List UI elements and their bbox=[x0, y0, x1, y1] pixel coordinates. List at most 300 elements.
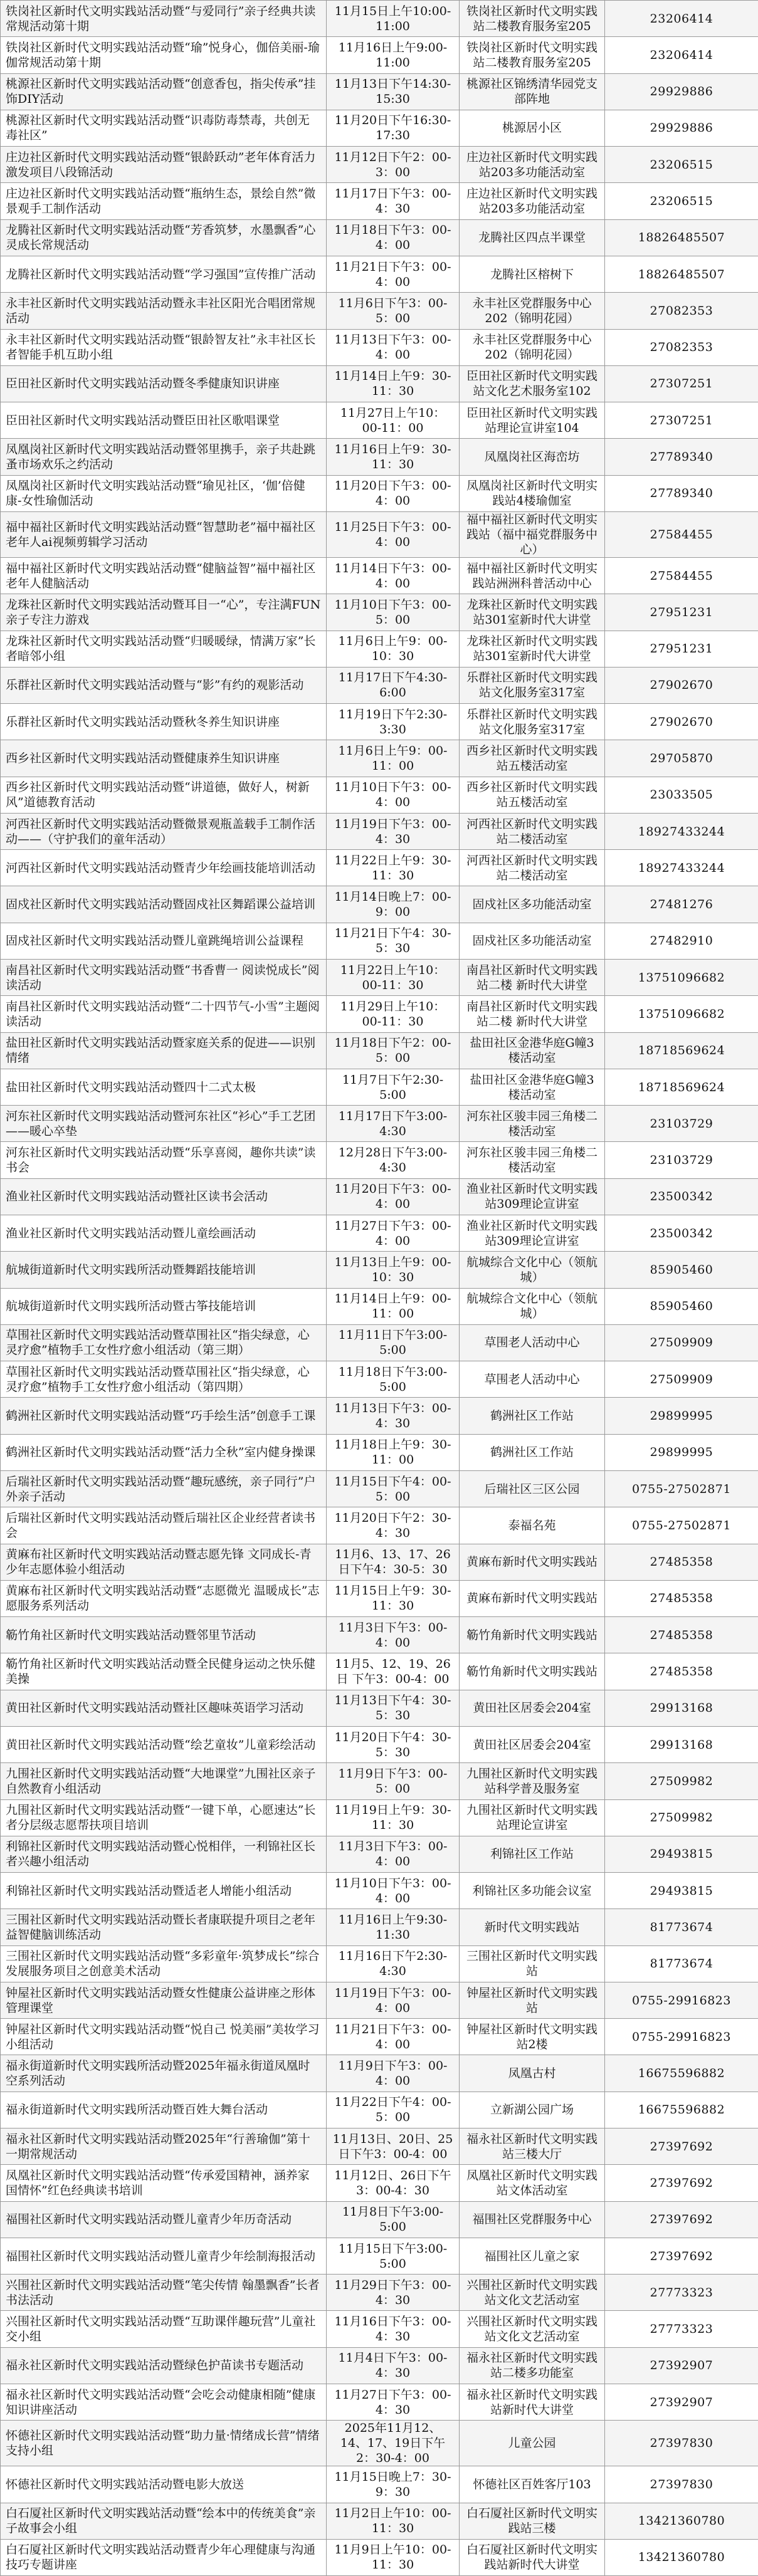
table-row bbox=[1, 1470, 758, 1507]
event-place-cell: 怀德社区百姓客厅103 bbox=[460, 2466, 605, 2503]
event-place-cell: 桃源社区锦绣清华园党支部阵地 bbox=[460, 73, 605, 110]
contact-phone-cell: 13421360780 bbox=[605, 2503, 758, 2539]
table-row bbox=[1, 1398, 758, 1434]
event-place-cell: 铁岗社区新时代文明实践站二楼教育服务室205 bbox=[460, 37, 605, 73]
table-row bbox=[1, 1252, 758, 1288]
table-row bbox=[1, 365, 758, 402]
table-row bbox=[1, 1032, 758, 1069]
table-row bbox=[1, 2275, 758, 2311]
contact-phone-cell: 29493815 bbox=[605, 1836, 758, 1872]
event-time-cell: 11月18日下午3:00-5:00 bbox=[327, 1361, 460, 1398]
event-name-cell: 西乡社区新时代文明实践站活动暨健康养生知识讲座 bbox=[1, 740, 327, 777]
contact-phone-cell: 29493815 bbox=[605, 1873, 758, 1909]
contact-phone-cell: 27584455 bbox=[605, 557, 758, 594]
event-name-cell: 龙腾社区新时代文明实践站活动暨“学习强国”宣传推广活动 bbox=[1, 256, 327, 292]
event-name-cell: 福永社区新时代文明实践站活动暨“会吃会动健康相随”健康知识讲座活动 bbox=[1, 2384, 327, 2421]
contact-phone-cell: 29705870 bbox=[605, 740, 758, 777]
event-place-cell: 龙腾社区榕树下 bbox=[460, 256, 605, 292]
contact-phone-cell: 13421360780 bbox=[605, 2539, 758, 2575]
event-name-cell: 南昌社区新时代文明实践站活动暨“二十四节气-小雪”主题阅读活动 bbox=[1, 996, 327, 1032]
contact-phone-cell: 23500342 bbox=[605, 1178, 758, 1215]
event-time-cell: 11月27日下午3：00-4：30 bbox=[327, 2384, 460, 2421]
contact-phone-cell: 29913168 bbox=[605, 1726, 758, 1762]
event-name-cell: 三围社区新时代文明实践站活动暨长者康联提升项目之老年益智健脑训练活动 bbox=[1, 1909, 327, 1945]
table-row bbox=[1, 2421, 758, 2466]
table-row bbox=[1, 631, 758, 667]
event-time-cell: 11月16日下午2:30-4:30 bbox=[327, 1945, 460, 1982]
contact-phone-cell: 27307251 bbox=[605, 365, 758, 402]
contact-phone-cell: 16675596882 bbox=[605, 2092, 758, 2128]
table-row bbox=[1, 219, 758, 256]
table-row bbox=[1, 1726, 758, 1762]
event-place-cell: 龙腾社区四点半课堂 bbox=[460, 219, 605, 256]
event-name-cell: 庄边社区新时代文明实践站活动暨“银龄跃动”老年体育活力激发项目八段锦活动 bbox=[1, 147, 327, 183]
contact-phone-cell: 27773323 bbox=[605, 2275, 758, 2311]
event-name-cell: 怀德社区新时代文明实践站活动暨电影大放送 bbox=[1, 2466, 327, 2503]
event-place-cell: 立新湖公园广场 bbox=[460, 2092, 605, 2128]
contact-phone-cell: 27397692 bbox=[605, 2201, 758, 2238]
event-time-cell: 11月27日下午3：00-4：00 bbox=[327, 1215, 460, 1252]
table-row bbox=[1, 740, 758, 777]
contact-phone-cell: 18718569624 bbox=[605, 1032, 758, 1069]
event-place-cell: 兴围社区新时代文明实践站文化文艺活动室 bbox=[460, 2275, 605, 2311]
table-row bbox=[1, 2238, 758, 2274]
event-time-cell: 11月21日下午3：00-4：00 bbox=[327, 2019, 460, 2055]
event-place-cell: 盐田社区金港华庭G幢3楼活动室 bbox=[460, 1032, 605, 1069]
event-time-cell: 11月9日上午10：00-11：30 bbox=[327, 2539, 460, 2575]
event-name-cell: 盐田社区新时代文明实践站活动暨四十二式太极 bbox=[1, 1069, 327, 1105]
event-place-cell: 利锦社区工作站 bbox=[460, 1836, 605, 1872]
event-name-cell: 西乡社区新时代文明实践站活动暨“讲道德，做好人，树新风”道德教育活动 bbox=[1, 777, 327, 813]
event-place-cell: 凤凰岗社区新时代文明实践站4楼瑜伽室 bbox=[460, 475, 605, 511]
event-time-cell: 11月14日上午9：30-11：30 bbox=[327, 365, 460, 402]
event-place-cell: 草围老人活动中心 bbox=[460, 1324, 605, 1361]
contact-phone-cell: 18927433244 bbox=[605, 850, 758, 886]
table-row bbox=[1, 2055, 758, 2092]
event-place-cell: 永丰社区党群服务中心202（锦明花园） bbox=[460, 293, 605, 329]
event-place-cell: 南昌社区新时代文明实践站二楼 新时代大讲堂 bbox=[460, 960, 605, 996]
table-row bbox=[1, 1799, 758, 1836]
contact-phone-cell: 0755-27502871 bbox=[605, 1470, 758, 1507]
event-time-cell: 11月12日下午2：00-3：00 bbox=[327, 147, 460, 183]
contact-phone-cell: 27082353 bbox=[605, 293, 758, 329]
table-row bbox=[1, 1580, 758, 1616]
contact-phone-cell: 27789340 bbox=[605, 475, 758, 511]
event-place-cell: 渔业社区新时代文明实践站309理论宣讲室 bbox=[460, 1215, 605, 1252]
event-name-cell: 南昌社区新时代文明实践站活动暨“书香曹一 阅读悦成长”阅读活动 bbox=[1, 960, 327, 996]
event-time-cell: 11月14日上午9：00-11：00 bbox=[327, 1288, 460, 1324]
event-time-cell: 11月6日上午9：00-10：30 bbox=[327, 631, 460, 667]
event-name-cell: 凤凰岗社区新时代文明实践站活动暨邻里携手，亲子共赴跳蚤市场欢乐之约活动 bbox=[1, 439, 327, 475]
event-time-cell: 11月13日下午3：00-4：30 bbox=[327, 1398, 460, 1434]
event-place-cell: 河东社区骏丰园三角楼二楼活动室 bbox=[460, 1106, 605, 1142]
event-place-cell: 九围社区新时代文明实践站理论宣讲室 bbox=[460, 1799, 605, 1836]
event-time-cell: 11月10日下午3：00-4：00 bbox=[327, 777, 460, 813]
event-name-cell: 福围社区新时代文明实践站活动暨儿童青少年历奇活动 bbox=[1, 2201, 327, 2238]
event-time-cell: 11月11日下午3:00-5:00 bbox=[327, 1324, 460, 1361]
event-time-cell: 11月9日下午3：00-5：00 bbox=[327, 1763, 460, 1799]
contact-phone-cell: 23103729 bbox=[605, 1106, 758, 1142]
table-row bbox=[1, 923, 758, 959]
event-name-cell: 渔业社区新时代文明实践站活动暨儿童绘画活动 bbox=[1, 1215, 327, 1252]
contact-phone-cell: 18718569624 bbox=[605, 1069, 758, 1105]
event-name-cell: 福中福社区新时代文明实践站活动暨“健脑益智”福中福社区老年人健脑活动 bbox=[1, 557, 327, 594]
event-name-cell: 凤凰岗社区新时代文明实践站活动暨“瑜见社区，‘伽’倍健康-女性瑜伽活动 bbox=[1, 475, 327, 511]
contact-phone-cell: 0755-29916823 bbox=[605, 2019, 758, 2055]
event-time-cell: 11月21日下午3：00-4：00 bbox=[327, 256, 460, 292]
event-name-cell: 鹤洲社区新时代文明实践站活动暨“活力全秋”室内健身操课 bbox=[1, 1434, 327, 1470]
event-time-cell: 11月12日、26日下午3：00-4：30 bbox=[327, 2165, 460, 2201]
event-time-cell: 11月9日下午3：00-4：00 bbox=[327, 2055, 460, 2092]
event-time-cell: 11月7日下午2:30-5:00 bbox=[327, 1069, 460, 1105]
event-place-cell: 凤凰古村 bbox=[460, 2055, 605, 2092]
contact-phone-cell: 27485358 bbox=[605, 1653, 758, 1690]
event-time-cell: 11月17日下午3:00-4:30 bbox=[327, 1106, 460, 1142]
event-name-cell: 桃源社区新时代文明实践站活动暨“创意香包，指尖传承”挂饰DIY活动 bbox=[1, 73, 327, 110]
event-time-cell: 11月4日下午3：00-4：30 bbox=[327, 2347, 460, 2384]
event-name-cell: 草围社区新时代文明实践站活动暨草围社区“指尖绿意，心灵疗愈”植物手工女性疗愈小组活动（第四期） bbox=[1, 1361, 327, 1398]
contact-phone-cell: 81773674 bbox=[605, 1945, 758, 1982]
event-place-cell: 白石厦社区新时代文明实践站新时代大讲堂 bbox=[460, 2539, 605, 2575]
event-time-cell: 11月19日下午2:30-3:30 bbox=[327, 704, 460, 740]
event-time-cell: 11月17日下午4:30-6:00 bbox=[327, 667, 460, 703]
event-time-cell: 11月3日下午3：00-4：00 bbox=[327, 1617, 460, 1653]
table-row bbox=[1, 293, 758, 329]
event-place-cell: 三围社区新时代文明实践站 bbox=[460, 1945, 605, 1982]
event-name-cell: 桃源社区新时代文明实践站活动暨“识毒防毒禁毒，共创无毒社区” bbox=[1, 110, 327, 146]
event-name-cell: 龙珠社区新时代文明实践站活动暨“归暖暖绿，情满万家”长者暗邻小组 bbox=[1, 631, 327, 667]
event-name-cell: 永丰社区新时代文明实践站活动暨“银龄智友社”永丰社区长者智能手机互助小组 bbox=[1, 329, 327, 365]
event-time-cell: 11月14日下午3：00-4：00 bbox=[327, 557, 460, 594]
contact-phone-cell: 23206515 bbox=[605, 147, 758, 183]
event-place-cell: 臣田社区新时代文明实践站理论宣讲室104 bbox=[460, 402, 605, 439]
event-name-cell: 簕竹角社区新时代文明实践站活动暨全民健身运动之快乐健美操 bbox=[1, 1653, 327, 1690]
event-name-cell: 凤凰社区新时代文明实践站活动暨“传承爱国精神，涵养家国情怀”红色经典读书培训 bbox=[1, 2165, 327, 2201]
table-row bbox=[1, 2466, 758, 2503]
event-name-cell: 铁岗社区新时代文明实践站活动暨“瑜”悦身心，伽倍美丽-瑜伽常规活动第十期 bbox=[1, 37, 327, 73]
event-name-cell: 固戍社区新时代文明实践站活动暨固戍社区舞蹈课公益培训 bbox=[1, 886, 327, 923]
event-name-cell: 河东社区新时代文明实践站活动暨“乐享喜阅，趣你共读”读书会 bbox=[1, 1142, 327, 1178]
table-row bbox=[1, 1324, 758, 1361]
table-row bbox=[1, 1142, 758, 1178]
event-time-cell: 11月16日下午3：00-4：30 bbox=[327, 2311, 460, 2347]
table-row bbox=[1, 1, 758, 37]
event-place-cell: 龙珠社区新时代文明实践站301室新时代大讲堂 bbox=[460, 594, 605, 631]
event-place-cell: 草围老人活动中心 bbox=[460, 1361, 605, 1398]
table-row bbox=[1, 1507, 758, 1544]
contact-phone-cell: 29899995 bbox=[605, 1434, 758, 1470]
event-time-cell: 11月15日下午4：00-5：00 bbox=[327, 1470, 460, 1507]
contact-phone-cell: 29929886 bbox=[605, 110, 758, 146]
table-row bbox=[1, 2019, 758, 2055]
event-name-cell: 簕竹角社区新时代文明实践站活动暨邻里节活动 bbox=[1, 1617, 327, 1653]
event-name-cell: 河东社区新时代文明实践站活动暨河东社区“衫心”手工艺团——暖心卒垫 bbox=[1, 1106, 327, 1142]
table-row bbox=[1, 667, 758, 703]
event-time-cell: 11月13日下午4：30-5：30 bbox=[327, 1690, 460, 1726]
event-place-cell: 盐田社区金港华庭G幢3楼活动室 bbox=[460, 1069, 605, 1105]
event-name-cell: 钟屋社区新时代文明实践站活动暨女性健康公益讲座之形体管理课堂 bbox=[1, 1982, 327, 2018]
table-row bbox=[1, 2311, 758, 2347]
contact-phone-cell: 27773323 bbox=[605, 2311, 758, 2347]
event-time-cell: 11月16日上午9:00-11:00 bbox=[327, 37, 460, 73]
event-place-cell: 凤凰社区新时代文明实践站文体活动室 bbox=[460, 2165, 605, 2201]
event-time-cell: 11月13日、20日、25日下午3：00-4：00 bbox=[327, 2128, 460, 2165]
contact-phone-cell: 23206414 bbox=[605, 37, 758, 73]
table-row bbox=[1, 402, 758, 439]
event-name-cell: 九围社区新时代文明实践站活动暨“一键下单，心愿速达”长者分层级志愿帮扶项目培训 bbox=[1, 1799, 327, 1836]
event-time-cell: 11月16日上午9：30-11：30 bbox=[327, 439, 460, 475]
table-row bbox=[1, 1434, 758, 1470]
contact-phone-cell: 18826485507 bbox=[605, 219, 758, 256]
table-row bbox=[1, 1763, 758, 1799]
table-row bbox=[1, 996, 758, 1032]
event-place-cell: 福中福社区新时代文明实践站（福中福党群服务中心） bbox=[460, 511, 605, 557]
contact-phone-cell: 27481276 bbox=[605, 886, 758, 923]
event-name-cell: 兴围社区新时代文明实践站活动暨“互助课伴趣玩营”儿童社交小组 bbox=[1, 2311, 327, 2347]
event-place-cell: 河东社区骏丰园三角楼二楼活动室 bbox=[460, 1142, 605, 1178]
event-time-cell: 11月5、12、19、26日 下午3：00-4：00 bbox=[327, 1653, 460, 1690]
contact-phone-cell: 27509982 bbox=[605, 1799, 758, 1836]
table-row bbox=[1, 557, 758, 594]
table-row bbox=[1, 850, 758, 886]
event-time-cell: 11月20日下午16:30-17:30 bbox=[327, 110, 460, 146]
contact-phone-cell: 81773674 bbox=[605, 1909, 758, 1945]
event-name-cell: 龙腾社区新时代文明实践站活动暨“芳香筑梦，水墨飘香”心灵成长常规活动 bbox=[1, 219, 327, 256]
contact-phone-cell: 27397692 bbox=[605, 2165, 758, 2201]
table-row bbox=[1, 1544, 758, 1580]
event-name-cell: 福中福社区新时代文明实践站活动暨“智慧助老”福中福社区老年人ai视频剪辑学习活动 bbox=[1, 511, 327, 557]
event-name-cell: 黄麻布社区新时代文明实践站活动暨志愿先锋 文同成长-青少年志愿体验小组活动 bbox=[1, 1544, 327, 1580]
contact-phone-cell: 27902670 bbox=[605, 704, 758, 740]
event-place-cell: 福永社区新时代文明实践站新时代大讲堂 bbox=[460, 2384, 605, 2421]
event-name-cell: 鹤洲社区新时代文明实践站活动暨“巧手绘生活”创意手工课 bbox=[1, 1398, 327, 1434]
table-row bbox=[1, 1617, 758, 1653]
event-place-cell: 西乡社区新时代文明实践站五楼活动室 bbox=[460, 740, 605, 777]
contact-phone-cell: 18826485507 bbox=[605, 256, 758, 292]
event-place-cell: 后瑞社区三区公园 bbox=[460, 1470, 605, 1507]
event-time-cell: 11月10日下午3：00-4：00 bbox=[327, 1873, 460, 1909]
event-name-cell: 怀德社区新时代文明实践站活动暨“助力量·情绪成长营”情绪支持小组 bbox=[1, 2421, 327, 2466]
event-place-cell: 臣田社区新时代文明实践站文化艺术服务室102 bbox=[460, 365, 605, 402]
event-name-cell: 庄边社区新时代文明实践站活动暨“瓶纳生态，景绘自然”微景观手工制作活动 bbox=[1, 183, 327, 219]
contact-phone-cell: 27392907 bbox=[605, 2384, 758, 2421]
event-name-cell: 永丰社区新时代文明实践站活动暨永丰社区阳光合唱团常规活动 bbox=[1, 293, 327, 329]
event-place-cell: 永丰社区党群服务中心202（锦明花园） bbox=[460, 329, 605, 365]
event-place-cell: 乐群社区新时代文明实践站文化服务室317室 bbox=[460, 704, 605, 740]
contact-phone-cell: 23103729 bbox=[605, 1142, 758, 1178]
event-time-cell: 11月20日下午3：00-4：00 bbox=[327, 1178, 460, 1215]
event-place-cell: 黄田社区居委会204室 bbox=[460, 1690, 605, 1726]
event-name-cell: 渔业社区新时代文明实践站活动暨社区读书会活动 bbox=[1, 1178, 327, 1215]
table-row bbox=[1, 1361, 758, 1398]
event-place-cell: 南昌社区新时代文明实践站二楼 新时代大讲堂 bbox=[460, 996, 605, 1032]
event-time-cell: 11月6、13、17、26日下午4：30-5：30 bbox=[327, 1544, 460, 1580]
contact-phone-cell: 27951231 bbox=[605, 594, 758, 631]
event-time-cell: 11月19日下午3：00-4：00 bbox=[327, 1982, 460, 2018]
table-row bbox=[1, 960, 758, 996]
contact-phone-cell: 18927433244 bbox=[605, 813, 758, 849]
contact-phone-cell: 85905460 bbox=[605, 1288, 758, 1324]
event-time-cell: 11月8日下午3:00-5:00 bbox=[327, 2201, 460, 2238]
event-place-cell: 固戍社区多功能活动室 bbox=[460, 923, 605, 959]
event-time-cell: 11月13日上午9：00-10：30 bbox=[327, 1252, 460, 1288]
event-time-cell: 11月15日下午3:00-5:00 bbox=[327, 2238, 460, 2274]
event-place-cell: 新时代文明实践站 bbox=[460, 1909, 605, 1945]
contact-phone-cell: 27307251 bbox=[605, 402, 758, 439]
table-row bbox=[1, 511, 758, 557]
contact-phone-cell: 27584455 bbox=[605, 511, 758, 557]
event-place-cell: 河西社区新时代文明实践站二楼活动室 bbox=[460, 850, 605, 886]
event-name-cell: 黄田社区新时代文明实践站活动暨“绘艺童妆”儿童彩绘活动 bbox=[1, 1726, 327, 1762]
table-row bbox=[1, 2201, 758, 2238]
table-row bbox=[1, 1836, 758, 1872]
event-place-cell: 福围社区党群服务中心 bbox=[460, 2201, 605, 2238]
table-row bbox=[1, 1909, 758, 1945]
event-place-cell: 福围社区儿童之家 bbox=[460, 2238, 605, 2274]
event-name-cell: 三围社区新时代文明实践站活动暨“多彩童年·筑梦成长”综合发展服务项目之创意美术活动 bbox=[1, 1945, 327, 1982]
contact-phone-cell: 27397692 bbox=[605, 2128, 758, 2165]
contact-phone-cell: 29913168 bbox=[605, 1690, 758, 1726]
event-time-cell: 11月13日下午3：00-4：00 bbox=[327, 329, 460, 365]
event-name-cell: 九围社区新时代文明实践站活动暨“大地课堂”九围社区亲子自然教育小组活动 bbox=[1, 1763, 327, 1799]
event-place-cell: 渔业社区新时代文明实践站309理论宣讲室 bbox=[460, 1178, 605, 1215]
table-row bbox=[1, 1690, 758, 1726]
contact-phone-cell: 27509982 bbox=[605, 1763, 758, 1799]
event-place-cell: 龙珠社区新时代文明实践站301室新时代大讲堂 bbox=[460, 631, 605, 667]
event-name-cell: 白石厦社区新时代文明实践站活动暨青少年心理健康与沟通技巧专题讲座 bbox=[1, 2539, 327, 2575]
event-time-cell: 11月19日上午9：30-11：30 bbox=[327, 1799, 460, 1836]
table-row bbox=[1, 1982, 758, 2018]
event-place-cell: 河西社区新时代文明实践站二楼活动室 bbox=[460, 813, 605, 849]
event-place-cell: 航城综合文化中心（领航城） bbox=[460, 1288, 605, 1324]
event-time-cell: 11月15日上午10:00-11:00 bbox=[327, 1, 460, 37]
event-time-cell: 11月6日上午9：00-11：00 bbox=[327, 740, 460, 777]
table-body bbox=[1, 1, 758, 2576]
event-time-cell: 11月17日下午3：00-4：30 bbox=[327, 183, 460, 219]
event-name-cell: 乐群社区新时代文明实践站活动暨与“影”有约的观影活动 bbox=[1, 667, 327, 703]
event-place-cell: 黄田社区居委会204室 bbox=[460, 1726, 605, 1762]
event-place-cell: 航城综合文化中心（领航城） bbox=[460, 1252, 605, 1288]
event-time-cell: 11月20日下午3：00-4：00 bbox=[327, 475, 460, 511]
event-time-cell: 11月15日晚上7：30-9：30 bbox=[327, 2466, 460, 2503]
contact-phone-cell: 23206414 bbox=[605, 1, 758, 37]
contact-phone-cell: 85905460 bbox=[605, 1252, 758, 1288]
event-name-cell: 盐田社区新时代文明实践站活动暨家庭关系的促进——识别情绪 bbox=[1, 1032, 327, 1069]
table-row bbox=[1, 594, 758, 631]
table-row bbox=[1, 475, 758, 511]
contact-phone-cell: 27902670 bbox=[605, 667, 758, 703]
contact-phone-cell: 27509909 bbox=[605, 1324, 758, 1361]
event-place-cell: 福中福社区新时代文明实践站洲洲科普活动中心 bbox=[460, 557, 605, 594]
event-time-cell: 11月18日下午3：00-4：00 bbox=[327, 219, 460, 256]
contact-phone-cell: 29929886 bbox=[605, 73, 758, 110]
event-name-cell: 黄田社区新时代文明实践站活动暨社区趣味英语学习活动 bbox=[1, 1690, 327, 1726]
event-time-cell: 11月20日下午2：30-4：30 bbox=[327, 1507, 460, 1544]
event-name-cell: 草围社区新时代文明实践站活动暨草围社区“指尖绿意，心灵疗愈”植物手工女性疗愈小组活动（第三期） bbox=[1, 1324, 327, 1361]
event-place-cell: 黄麻布新时代文明实践站 bbox=[460, 1580, 605, 1616]
event-place-cell: 簕竹角新时代文明实践站 bbox=[460, 1653, 605, 1690]
event-time-cell: 11月10日下午3：00-5：00 bbox=[327, 594, 460, 631]
event-time-cell: 11月22日上午10：00-11：30 bbox=[327, 960, 460, 996]
event-name-cell: 臣田社区新时代文明实践站活动暨冬季健康知识讲座 bbox=[1, 365, 327, 402]
contact-phone-cell: 23500342 bbox=[605, 1215, 758, 1252]
event-name-cell: 臣田社区新时代文明实践站活动暨臣田社区歌唱课堂 bbox=[1, 402, 327, 439]
table-row bbox=[1, 329, 758, 365]
table-row bbox=[1, 2384, 758, 2421]
event-place-cell: 九围社区新时代文明实践站科学普及服务室 bbox=[460, 1763, 605, 1799]
event-time-cell: 11月20日下午4：30-5：30 bbox=[327, 1726, 460, 1762]
event-name-cell: 航城街道新时代文明实践所活动暨舞蹈技能培训 bbox=[1, 1252, 327, 1288]
event-name-cell: 固戍社区新时代文明实践站活动暨儿童跳绳培训公益课程 bbox=[1, 923, 327, 959]
contact-phone-cell: 27485358 bbox=[605, 1544, 758, 1580]
event-place-cell: 钟屋社区新时代文明实践站2楼 bbox=[460, 2019, 605, 2055]
event-name-cell: 兴围社区新时代文明实践站活动暨“笔尖传情 翰墨飘香”长者书法活动 bbox=[1, 2275, 327, 2311]
table-row bbox=[1, 2347, 758, 2384]
event-time-cell: 2025年11月12、14、17、19日下午2：30-4：00 bbox=[327, 2421, 460, 2466]
event-place-cell: 鹤洲社区工作站 bbox=[460, 1434, 605, 1470]
contact-phone-cell: 0755-27502871 bbox=[605, 1507, 758, 1544]
event-time-cell: 11月21日下午4：30-5：30 bbox=[327, 923, 460, 959]
event-time-cell: 11月16日上午9:30-11:30 bbox=[327, 1909, 460, 1945]
table-row bbox=[1, 37, 758, 73]
event-place-cell: 乐群社区新时代文明实践站文化服务室317室 bbox=[460, 667, 605, 703]
event-time-cell: 11月15日上午9：30-11：30 bbox=[327, 1580, 460, 1616]
event-name-cell: 河西社区新时代文明实践站活动暨青少年绘画技能培训活动 bbox=[1, 850, 327, 886]
event-place-cell: 庄边社区新时代文明实践站203多功能活动室 bbox=[460, 183, 605, 219]
contact-phone-cell: 27485358 bbox=[605, 1580, 758, 1616]
contact-phone-cell: 16675596882 bbox=[605, 2055, 758, 2092]
event-name-cell: 航城街道新时代文明实践所活动暨古筝技能培训 bbox=[1, 1288, 327, 1324]
event-name-cell: 福永社区新时代文明实践站活动暨2025年“行善瑜伽”第十一期常规活动 bbox=[1, 2128, 327, 2165]
table-row bbox=[1, 2165, 758, 2201]
contact-phone-cell: 13751096682 bbox=[605, 960, 758, 996]
table-row bbox=[1, 1106, 758, 1142]
event-place-cell: 鹤洲社区工作站 bbox=[460, 1398, 605, 1434]
event-place-cell: 西乡社区新时代文明实践站五楼活动室 bbox=[460, 777, 605, 813]
event-place-cell: 钟屋社区新时代文明实践站 bbox=[460, 1982, 605, 2018]
table-row bbox=[1, 777, 758, 813]
event-time-cell: 11月29日上午10：00-11：30 bbox=[327, 996, 460, 1032]
event-time-cell: 11月29日下午3：00-4：30 bbox=[327, 2275, 460, 2311]
event-name-cell: 后瑞社区新时代文明实践站活动暨后瑞社区企业经营者读书会 bbox=[1, 1507, 327, 1544]
event-place-cell: 儿童公园 bbox=[460, 2421, 605, 2466]
contact-phone-cell: 13751096682 bbox=[605, 996, 758, 1032]
table-row bbox=[1, 183, 758, 219]
contact-phone-cell: 23206515 bbox=[605, 183, 758, 219]
event-time-cell: 11月25日下午3：00-4：00 bbox=[327, 511, 460, 557]
event-name-cell: 乐群社区新时代文明实践站活动暨秋冬养生知识讲座 bbox=[1, 704, 327, 740]
event-name-cell: 钟屋社区新时代文明实践站活动暨“悦自己 悦美丽”美妆学习小组活动 bbox=[1, 2019, 327, 2055]
table-row bbox=[1, 813, 758, 849]
contact-phone-cell: 27482910 bbox=[605, 923, 758, 959]
contact-phone-cell: 27509909 bbox=[605, 1361, 758, 1398]
event-place-cell: 黄麻布新时代文明实践站 bbox=[460, 1544, 605, 1580]
table-row bbox=[1, 1069, 758, 1105]
event-time-cell: 11月13日下午14:30-15:30 bbox=[327, 73, 460, 110]
event-time-cell: 11月27日上午10：00-11：00 bbox=[327, 402, 460, 439]
table-row bbox=[1, 2128, 758, 2165]
event-place-cell: 泰福名苑 bbox=[460, 1507, 605, 1544]
table-row bbox=[1, 2092, 758, 2128]
event-time-cell: 11月2日上午10：00-11：30 bbox=[327, 2503, 460, 2539]
event-name-cell: 福围社区新时代文明实践站活动暨儿童青少年绘制海报活动 bbox=[1, 2238, 327, 2274]
contact-phone-cell: 27392907 bbox=[605, 2347, 758, 2384]
table-row bbox=[1, 1945, 758, 1982]
event-place-cell: 白石厦社区新时代文明实践站三楼 bbox=[460, 2503, 605, 2539]
table-row bbox=[1, 1178, 758, 1215]
event-name-cell: 福永街道新时代文明实践所活动暨百姓大舞台活动 bbox=[1, 2092, 327, 2128]
table-row bbox=[1, 1873, 758, 1909]
